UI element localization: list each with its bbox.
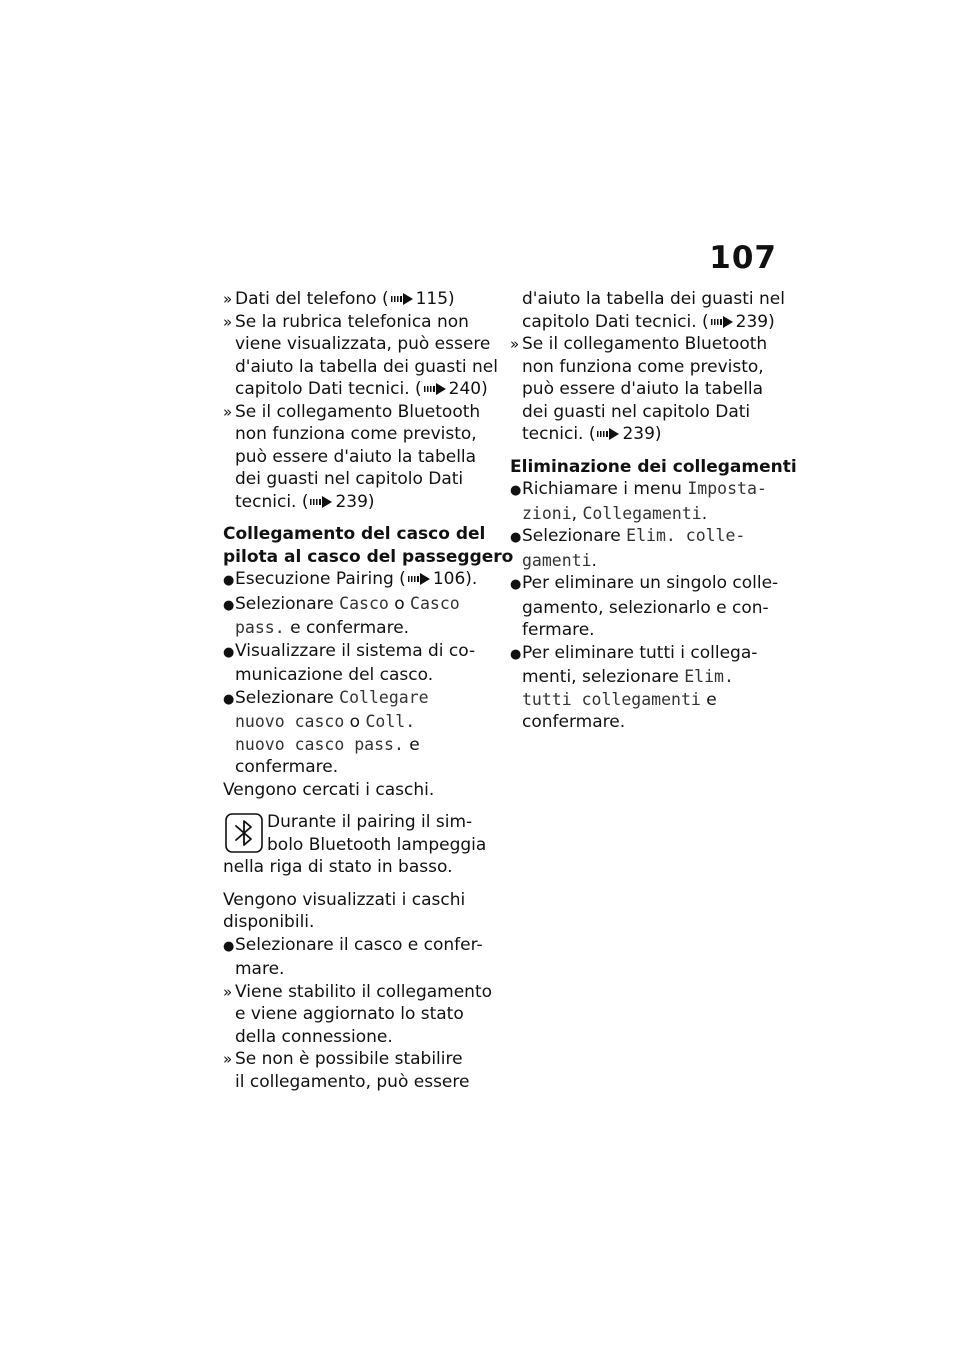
page-reference-arrow-icon: [310, 496, 332, 508]
result-item: » Se la rubrica telefonica non viene visualizzata, può essere d'aiuto la tabella dei guasti nel capitolo Dati tecnici. ( 240): [223, 311, 498, 399]
double-chevron-icon: »: [510, 335, 520, 353]
bullet-dot-icon: ●: [223, 691, 235, 707]
bluetooth-icon: [225, 813, 263, 853]
page-reference-arrow-icon: [711, 316, 733, 328]
page-reference-arrow-icon: [424, 383, 446, 395]
double-chevron-icon: »: [223, 290, 233, 308]
result-item: » Se non è possibile stabilire il collegamento, può essere: [223, 1049, 470, 1092]
bullet-dot-icon: ●: [510, 577, 522, 592]
note-block: Durante il pairing il sim- bolo Bluetooth lampeggia nella riga di stato in basso.: [223, 812, 487, 877]
left-column: [223, 288, 514, 1093]
result-item: » Se il collegamento Bluetooth non funziona come previsto, può essere d'aiuto la tabella dei guasti nel capitolo Dati tecnici. ( 239): [223, 401, 481, 512]
bullet-item: ●Visualizzare il sistema di co- municazione del casco.: [223, 640, 476, 685]
result-item-continued: d'aiuto la tabella dei guasti nel capitolo Dati tecnici. ( 239): [522, 289, 785, 332]
bullet-item: ●Per eliminare tutti i collega- menti, selezionare Elim. tutti collegamenti e confermare.: [510, 642, 758, 732]
paragraph: Vengono cercati i caschi.: [223, 779, 435, 800]
bullet-dot-icon: ●: [223, 644, 235, 660]
bullet-dot-icon: ●: [223, 938, 235, 954]
bullet-item: ●Selezionare il casco e confer- mare.: [223, 934, 483, 979]
bullet-item: ●Selezionare Casco o Casco pass. e confermare.: [223, 593, 460, 638]
page-number: 107: [709, 240, 777, 276]
page-reference-arrow-icon: [408, 573, 430, 585]
bullet-dot-icon: ●: [510, 646, 522, 662]
bullet-item: ●Esecuzione Pairing ( 106).: [223, 568, 495, 593]
bullet-dot-icon: ●: [223, 573, 235, 588]
section-heading: Eliminazione dei collegamenti: [510, 456, 797, 477]
bullet-dot-icon: ●: [510, 530, 522, 545]
page-reference-arrow-icon: [597, 428, 619, 440]
paragraph: Vengono visualizzati i caschi disponibili.: [223, 889, 466, 932]
right-column: [510, 288, 797, 734]
bullet-item: ●Per eliminare un singolo colle- gamento, selezionarlo e con- fermare.: [510, 573, 779, 640]
bullet-item: ●Selezionare Elim. colle- gamenti.: [510, 526, 746, 571]
double-chevron-icon: »: [223, 982, 233, 1001]
result-item: » Se il collegamento Bluetooth non funziona come previsto, può essere d'aiuto la tabella dei guasti nel capitolo Dati tecnici. ( 239): [510, 334, 768, 444]
double-chevron-icon: »: [223, 1050, 233, 1068]
bullet-item: ●Selezionare Collegare nuovo casco o Coll. nuovo casco pass. e confermare.: [223, 687, 429, 777]
result-item: » Viene stabilito il collegamento e viene aggiornato lo stato della connessione.: [223, 981, 493, 1047]
double-chevron-icon: »: [223, 402, 233, 421]
page-reference-arrow-icon: [391, 293, 413, 305]
double-chevron-icon: »: [223, 312, 233, 331]
result-item: » Dati del telefono ( 115): [223, 289, 455, 309]
bullet-dot-icon: ●: [223, 597, 235, 613]
section-heading: Collegamento del casco del pilota al casco del passeggero: [223, 524, 514, 567]
bullet-dot-icon: ●: [510, 483, 522, 498]
bullet-item: ●Richiamare i menu Imposta- zioni, Collegamenti.: [510, 479, 767, 524]
